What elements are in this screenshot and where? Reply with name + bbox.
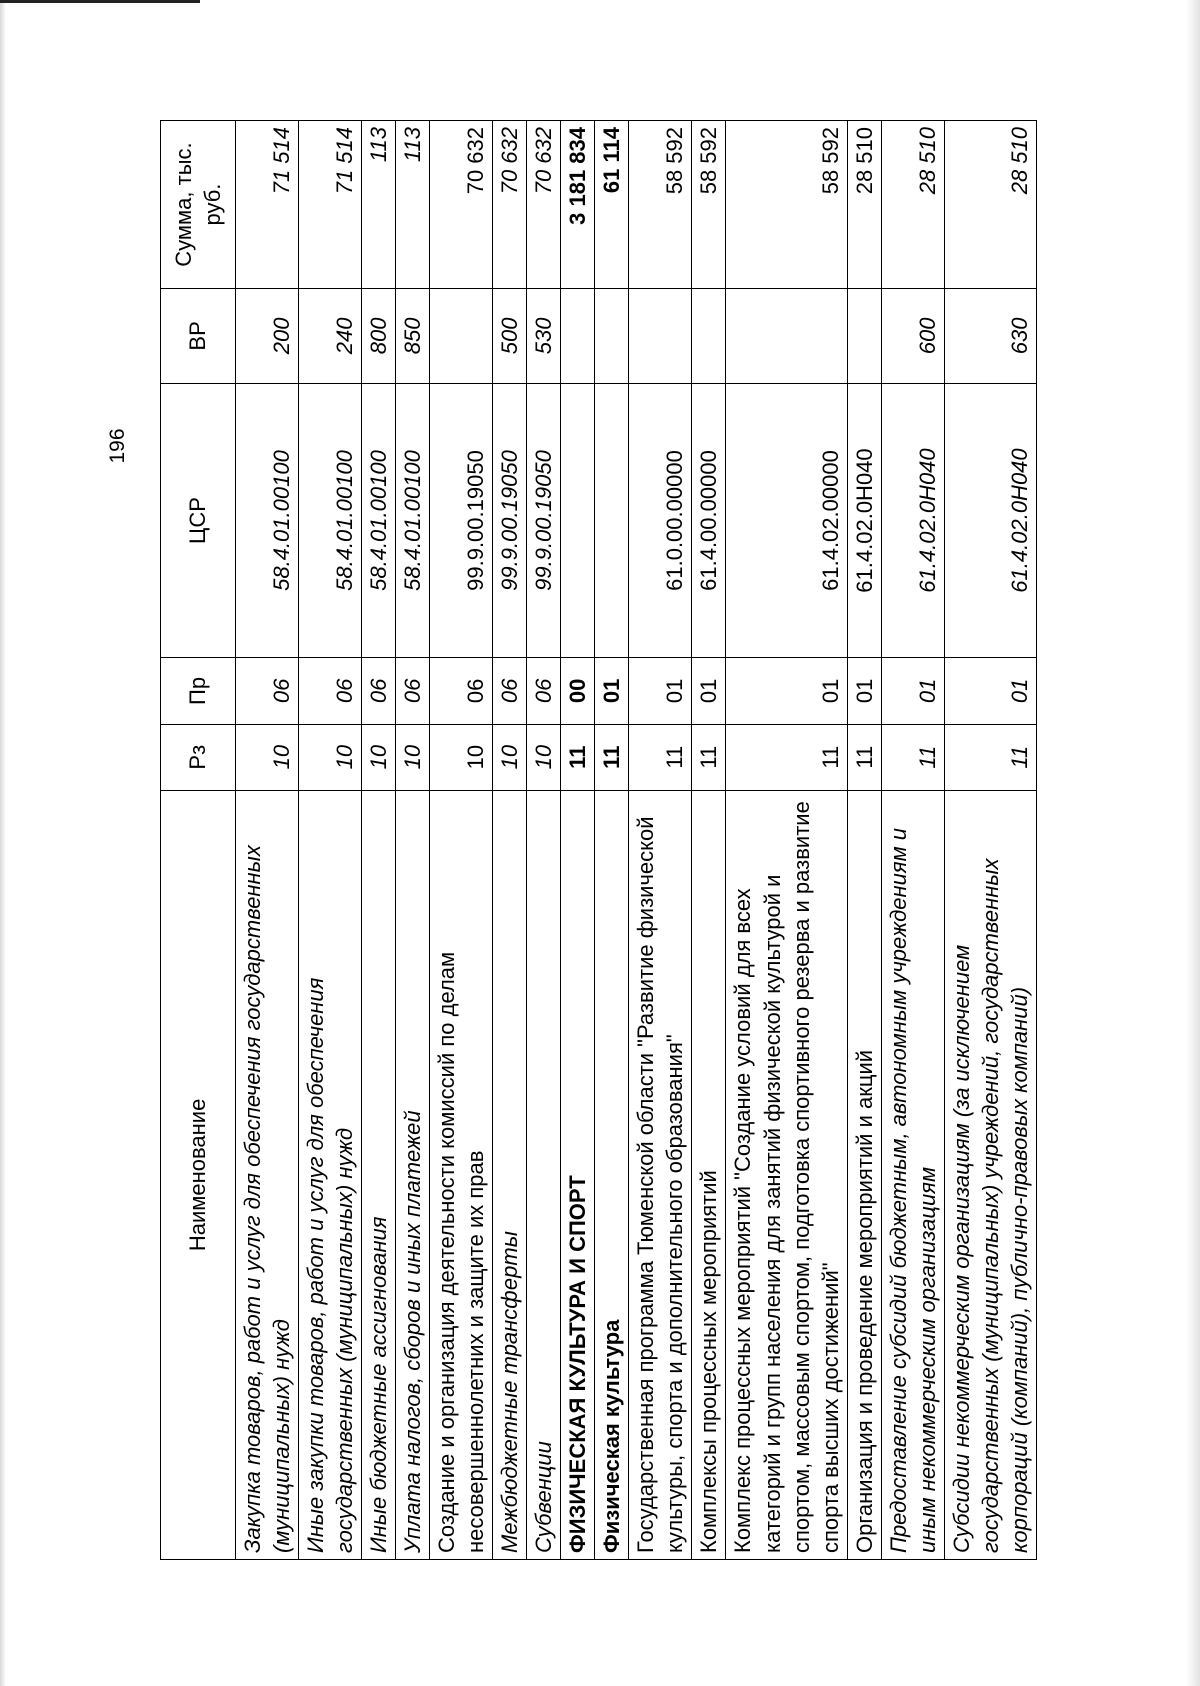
cell-sum: 113 <box>362 121 396 289</box>
cell-sum: 71 514 <box>236 121 299 289</box>
cell-pr: 01 <box>881 658 944 724</box>
cell-pr: 06 <box>362 658 396 724</box>
cell-pr: 01 <box>847 658 881 724</box>
cell-name: Межбюджетные трансферты <box>493 790 527 1559</box>
cell-vr <box>561 289 595 384</box>
cell-pr: 01 <box>629 658 692 724</box>
header-sum: Сумма, тыс. руб. <box>161 121 236 289</box>
cell-name: Государственная программа Тюменской области "Развитие физической культуры, спорта и дополнительного образования" <box>629 790 692 1559</box>
rotated-page <box>160 120 1032 1560</box>
cell-rz: 10 <box>236 724 299 790</box>
cell-rz: 10 <box>430 724 493 790</box>
cell-sum: 70 632 <box>527 121 561 289</box>
header-rz: Рз <box>161 724 236 790</box>
cell-rz: 11 <box>561 724 595 790</box>
cell-csr <box>595 383 629 658</box>
cell-rz: 11 <box>881 724 944 790</box>
table-header-row <box>161 121 236 1560</box>
cell-csr: 58.4.01.00100 <box>396 383 430 658</box>
cell-pr: 06 <box>299 658 362 724</box>
cell-csr: 61.0.00.00000 <box>629 383 692 658</box>
cell-name: Физическая культура <box>595 790 629 1559</box>
table-row <box>430 121 493 1560</box>
table-row <box>236 121 299 1560</box>
cell-name: Иные закупки товаров, работ и услуг для обеспечения государственных (муниципальных) нужд <box>299 790 362 1559</box>
header-pr: Пр <box>161 658 236 724</box>
cell-sum: 28 510 <box>847 121 881 289</box>
cell-csr: 61.4.02.0Н040 <box>881 383 944 658</box>
cell-csr: 58.4.01.00100 <box>299 383 362 658</box>
cell-pr: 01 <box>944 658 1036 724</box>
cell-csr: 61.4.02.0Н040 <box>847 383 881 658</box>
table-row <box>847 121 881 1560</box>
cell-pr: 01 <box>726 658 847 724</box>
cell-vr: 850 <box>396 289 430 384</box>
cell-name: Комплексы процессных мероприятий <box>692 790 726 1559</box>
table-row <box>944 121 1036 1560</box>
cell-sum: 71 514 <box>299 121 362 289</box>
cell-vr: 600 <box>881 289 944 384</box>
cell-rz: 11 <box>726 724 847 790</box>
table-body <box>236 121 1037 1560</box>
table-row <box>527 121 561 1560</box>
top-rule <box>0 0 200 3</box>
cell-name: Иные бюджетные ассигнования <box>362 790 396 1559</box>
cell-vr <box>726 289 847 384</box>
cell-vr <box>629 289 692 384</box>
cell-csr: 99.9.00.19050 <box>430 383 493 658</box>
table-row <box>595 121 629 1560</box>
cell-sum: 3 181 834 <box>561 121 595 289</box>
header-vr: ВР <box>161 289 236 384</box>
cell-vr: 500 <box>493 289 527 384</box>
cell-vr: 530 <box>527 289 561 384</box>
cell-sum: 70 632 <box>493 121 527 289</box>
cell-rz: 10 <box>299 724 362 790</box>
table-row <box>493 121 527 1560</box>
cell-name: Закупка товаров, работ и услуг для обеспечения государственных (муниципальных) нужд <box>236 790 299 1559</box>
cell-name: Субсидии некоммерческим организациям (за исключением государственных (муниципальных) учреждений, государственных корпораций (компаний), публично-правовых компаний) <box>944 790 1036 1559</box>
header-csr: ЦСР <box>161 383 236 658</box>
cell-csr: 61.4.00.00000 <box>692 383 726 658</box>
table-row <box>396 121 430 1560</box>
cell-csr <box>561 383 595 658</box>
cell-rz: 11 <box>692 724 726 790</box>
cell-rz: 10 <box>396 724 430 790</box>
cell-sum: 58 592 <box>692 121 726 289</box>
cell-rz: 10 <box>362 724 396 790</box>
budget-table <box>160 120 1037 1560</box>
cell-rz: 10 <box>493 724 527 790</box>
cell-name: Уплата налогов, сборов и иных платежей <box>396 790 430 1559</box>
cell-rz: 11 <box>595 724 629 790</box>
table-row <box>299 121 362 1560</box>
table-row <box>881 121 944 1560</box>
cell-vr <box>847 289 881 384</box>
cell-csr: 99.9.00.19050 <box>493 383 527 658</box>
table-row <box>692 121 726 1560</box>
scan-edge-right <box>1186 0 1200 1686</box>
cell-name: Организация и проведение мероприятий и акций <box>847 790 881 1559</box>
cell-sum: 28 510 <box>881 121 944 289</box>
cell-vr <box>430 289 493 384</box>
table-row <box>629 121 692 1560</box>
cell-pr: 01 <box>595 658 629 724</box>
cell-csr: 61.4.02.0Н040 <box>944 383 1036 658</box>
cell-name: Создание и организация деятельности комиссий по делам несовершеннолетних и защите их прав <box>430 790 493 1559</box>
cell-sum: 58 592 <box>629 121 692 289</box>
cell-sum: 28 510 <box>944 121 1036 289</box>
cell-name: Комплекс процессных мероприятий "Создание условий для всех категорий и групп населения для занятий физической культурой и спортом, массовым спортом, подготовка спортивного резерва и развитие спорта высших достижений" <box>726 790 847 1559</box>
cell-vr: 200 <box>236 289 299 384</box>
cell-vr <box>692 289 726 384</box>
cell-vr: 800 <box>362 289 396 384</box>
cell-vr: 240 <box>299 289 362 384</box>
cell-pr: 06 <box>493 658 527 724</box>
cell-vr: 630 <box>944 289 1036 384</box>
cell-rz: 11 <box>944 724 1036 790</box>
cell-name: Субвенции <box>527 790 561 1559</box>
page-number: 196 <box>106 428 129 464</box>
cell-rz: 10 <box>527 724 561 790</box>
cell-sum: 113 <box>396 121 430 289</box>
cell-sum: 58 592 <box>726 121 847 289</box>
cell-pr: 06 <box>236 658 299 724</box>
header-name: Наименование <box>161 790 236 1559</box>
table-row <box>362 121 396 1560</box>
table-row <box>561 121 595 1560</box>
cell-pr: 01 <box>692 658 726 724</box>
cell-rz: 11 <box>847 724 881 790</box>
cell-vr <box>595 289 629 384</box>
cell-csr: 58.4.01.00100 <box>362 383 396 658</box>
cell-pr: 00 <box>561 658 595 724</box>
cell-name: Предоставление субсидий бюджетным, автономным учреждениям и иным некоммерческим организациям <box>881 790 944 1559</box>
cell-name: ФИЗИЧЕСКАЯ КУЛЬТУРА И СПОРТ <box>561 790 595 1559</box>
cell-pr: 06 <box>396 658 430 724</box>
cell-csr: 61.4.02.00000 <box>726 383 847 658</box>
cell-sum: 61 114 <box>595 121 629 289</box>
cell-pr: 06 <box>430 658 493 724</box>
cell-csr: 58.4.01.00100 <box>236 383 299 658</box>
cell-csr: 99.9.00.19050 <box>527 383 561 658</box>
cell-pr: 06 <box>527 658 561 724</box>
scan-edge-left <box>0 0 6 1686</box>
cell-rz: 11 <box>629 724 692 790</box>
table-row <box>726 121 847 1560</box>
cell-sum: 70 632 <box>430 121 493 289</box>
